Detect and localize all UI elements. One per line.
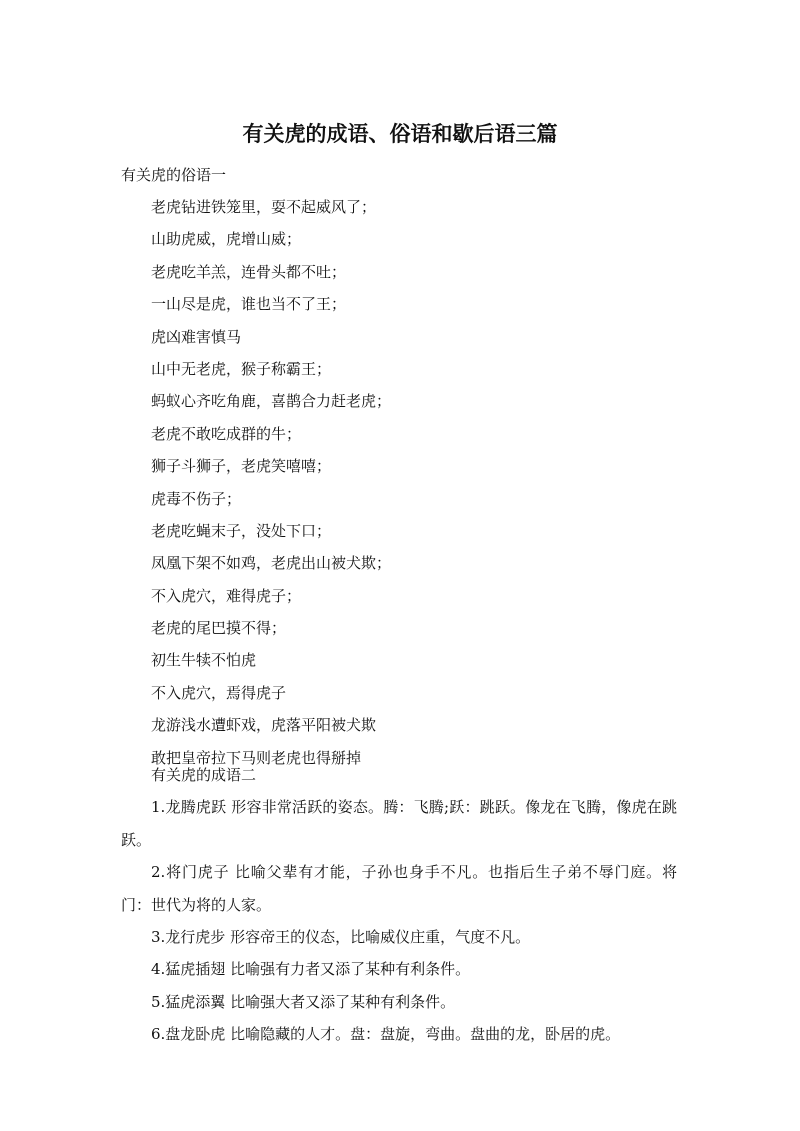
proverb-line: 不入虎穴，焉得虎子 [151, 683, 287, 702]
proverb-line: 一山尽是虎，谁也当不了王； [151, 295, 347, 314]
proverb-line: 狮子斗狮子，老虎笑嘻嘻； [151, 457, 332, 476]
idiom-item: 1.龙腾虎跃 形容非常活跃的姿态。腾：飞腾;跃：跳跃。像龙在飞腾，像虎在跳跃。 [121, 798, 677, 849]
proverb-line: 山助虎威，虎增山威； [151, 230, 302, 249]
idiom-item: 6.盘龙卧虎 比喻隐藏的人才。盘：盘旋，弯曲。盘曲的龙，卧居的虎。 [151, 1025, 621, 1044]
proverb-line: 凤凰下架不如鸡，老虎出山被犬欺； [151, 554, 392, 573]
idiom-item: 2.将门虎子 比喻父辈有才能，子孙也身手不凡。也指后生子弟不辱门庭。将门：世代为将的人家。 [121, 863, 677, 914]
idiom-item: 4.猛虎插翅 比喻强有力者又添了某种有利条件。 [151, 960, 471, 979]
idiom-item: 5.猛虎添翼 比喻强大者又添了某种有利条件。 [151, 992, 456, 1011]
proverb-line: 敢把皇帝拉下马则老虎也得掰掉 [151, 748, 362, 767]
proverb-line: 虎毒不伤子； [151, 489, 242, 508]
proverb-line: 龙游浅水遭虾戏，虎落平阳被犬欺 [151, 716, 377, 735]
proverb-line: 老虎不敢吃成群的牛； [151, 424, 302, 443]
section-heading-proverbs: 有关虎的俗语一 [121, 166, 227, 184]
proverb-line: 老虎吃蝇末子，没处下口； [151, 521, 332, 540]
proverb-line: 山中无老虎，猴子称霸王； [151, 359, 332, 378]
proverb-line: 蚂蚁心齐吃角鹿，喜鹊合力赶老虎； [151, 392, 392, 411]
idiom-section [121, 759, 677, 1051]
proverb-line: 不入虎穴，难得虎子； [151, 586, 302, 605]
proverb-line: 老虎钻进铁笼里，耍不起威风了； [151, 198, 377, 216]
proverb-line: 虎凶难害慎马 [151, 327, 242, 346]
proverb-list [121, 191, 681, 774]
proverb-line: 老虎吃羊羔，连骨头都不吐； [151, 262, 347, 281]
section-heading-idioms: 有关虎的成语二 [151, 766, 257, 784]
proverb-line: 初生牛犊不怕虎 [151, 651, 257, 670]
idiom-item: 3.龙行虎步 形容帝王的仪态，比喻威仪庄重，气度不凡。 [151, 928, 531, 947]
document-title: 有关虎的成语、俗语和歇后语三篇 [242, 122, 558, 146]
proverb-line: 老虎的尾巴摸不得； [151, 619, 287, 638]
